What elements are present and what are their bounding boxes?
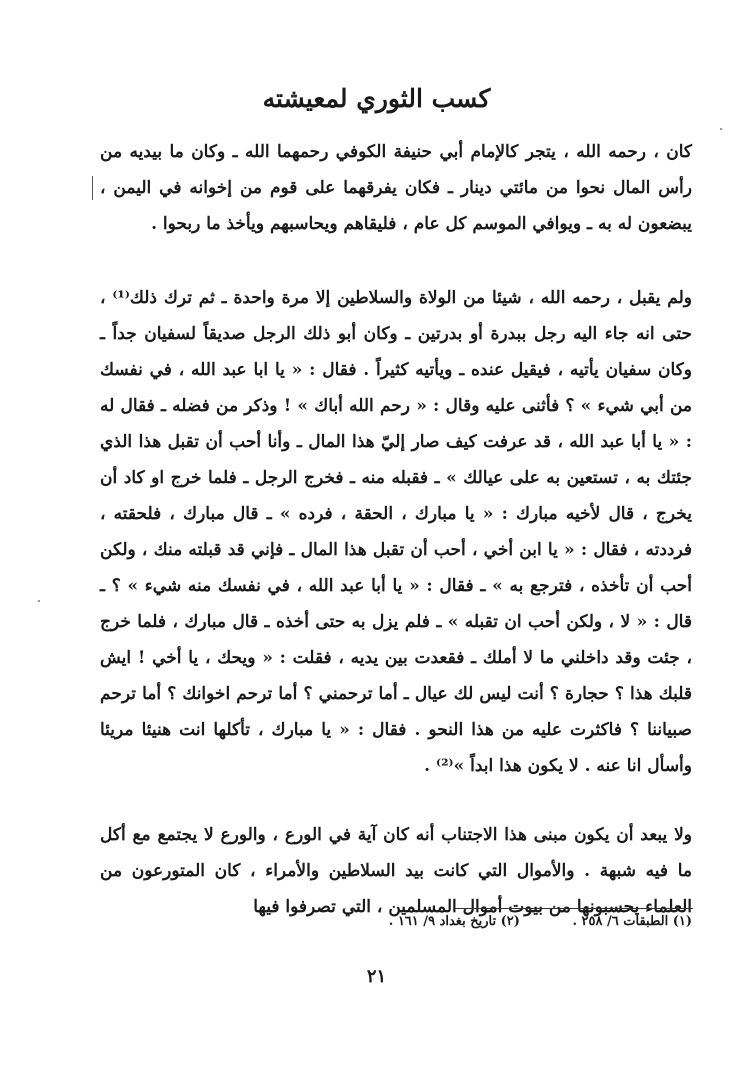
margin-mark xyxy=(92,176,93,200)
footnote-1: (١) الطبقات ٦/ ٢٥٨ . xyxy=(572,914,692,929)
page-number: ٢١ xyxy=(366,966,387,987)
scan-speck xyxy=(720,128,722,130)
footnotes xyxy=(100,912,692,932)
page-title: كسب الثوري لمعيشته xyxy=(262,84,491,113)
footnote-2: (٢) تاريخ بغداد ٩/ ١٦١ . xyxy=(388,914,520,929)
paragraph-3: ولا يبعد أن يكون مبنى هذا الاجتناب أنه كان آية في الورع ، والورع لا يجتمع مع أكل ما فيه شبهة . والأموال التي كانت بيد السلاطين والأمراء ، كان المتورعون من العلماء يحسبونها من بيوت أموال المسلمين ، التي تصرفوا فيها xyxy=(100,825,692,917)
paragraph-1: كان ، رحمه الله ، يتجر كالإمام أبي حنيفة الكوفي رحمهما الله ـ وكان ما بيديه من رأس المال نحوا من مائتي دينار ـ فكان يفرقهما على قوم من إخوانه في اليمن ، يبضعون له به ـ ويوافي الموسم كل عام ، فليقاهم ويحاسبهم ويأخذ ما ربحوا . xyxy=(100,142,692,234)
paragraph-2: ولم يقبل ، رحمه الله ، شيئا من الولاة والسلاطين إلا مرة واحدة ـ ثم ترك ذلك⁽¹⁾ ، حتى انه جاء اليه رجل ببدرة أو بدرتين ـ وكان أبو ذلك الرجل صديقاً لسفيان جداً ـ وكان سفيان يأتيه ، فيقيل عنده ـ ويأتيه كثيراً . فقال : « يا ابا عبد الله ، في نفسك من أبي شيء » ؟ فأثنى عليه وقال : « رحم الله أباك » ! وذكر من فضله ـ فقال له : « يا أبا عبد الله ، قد عرفت كيف صار إليّ هذا المال ـ وأنا أحب أن تقبل هذا الذي جئتك به ، تستعين به على عيالك » ـ فقبله منه ـ فخرج الرجل ـ فلما خرج او كاد أن يخرج ، قال لأخيه مبارك : « يا مبارك ، الحقة ، فرده » ـ قال مبارك ، فلحقته ، فرددته ، فقال : « يا ابن أخي ، أحب أن تقبل هذا المال ـ فإني قد قبلته منك ، ولكن أحب أن تأخذه ، فترجع به » ـ فقال : « يا أبا عبد الله ، في نفسك منه شيء » ؟ ـ قال : « لا ، ولكن أحب ان تقبله » ـ فلم يزل به حتى أخذه ـ قال مبارك ، فلما خرج ، جئت وقد داخلني ما لا أملك ـ فقعدت بين يديه ، فقلت : « ويحك ، يا أخي ! ايش قلبك هذا ؟ حجارة ؟ أنت ليس لك عيال ـ أما ترحمني ؟ أما ترحم اخوانك ؟ أما ترحم صبياننا ؟ فاكثرت عليه من هذا النحو . فقال : « يا مبارك ، تأكلها انت هنيئا مريئا وأسأل انا عنه . لا يكون هذا ابداً »⁽²⁾ . xyxy=(100,288,692,776)
footnote-divider xyxy=(455,908,693,909)
scan-speck xyxy=(38,600,40,602)
